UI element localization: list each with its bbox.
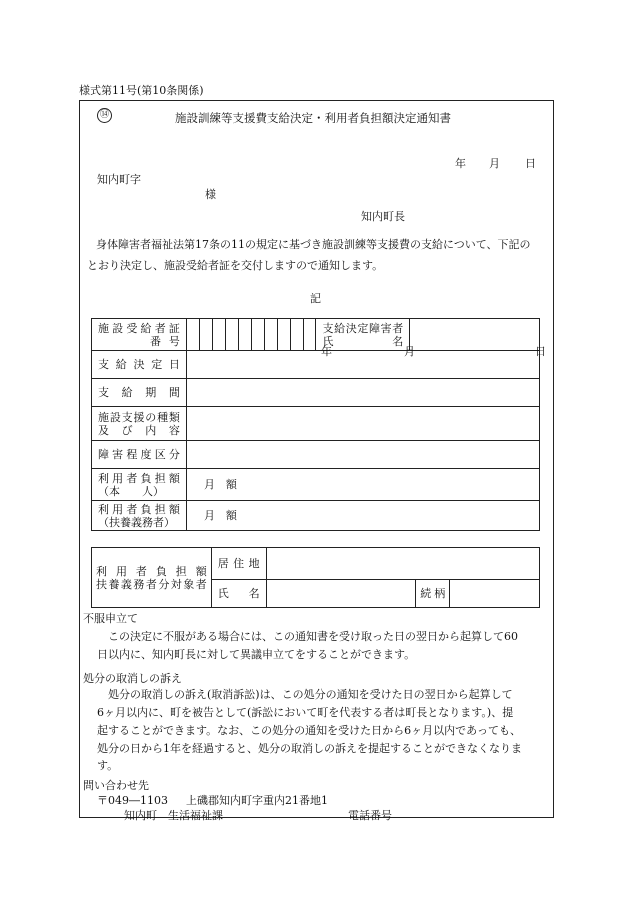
period-field[interactable] xyxy=(186,379,539,407)
date-day: 日 xyxy=(525,157,536,170)
burden-self-label: 利用者負担額 （本 人） xyxy=(92,469,187,501)
monthly-amount-label: 月 額 xyxy=(203,478,237,491)
recipient-number-digit[interactable] xyxy=(277,319,290,351)
contact-address: 上磯郡知内町字重内21番地1 xyxy=(186,794,328,807)
monthly-amount-label: 月 額 xyxy=(203,509,237,522)
support-type-field[interactable] xyxy=(186,407,539,441)
name-label: 氏名 xyxy=(211,580,266,608)
table-row xyxy=(92,319,540,351)
notice-title: 施設訓練等支援費支給決定・利用者負担額決定通知書 xyxy=(175,111,451,125)
appeal-line-1: この決定に不服がある場合には、この通知書を受け取った日の翌日から起算して60 xyxy=(108,630,518,643)
disability-class-label: 障害程度区分 xyxy=(92,441,187,469)
support-type-label: 施設支援の種類 及び内容 xyxy=(92,407,187,441)
recipient-number-digit[interactable] xyxy=(186,319,199,351)
appeal-line-2: 日以内に、知内町長に対して異議申立てをすることができます。 xyxy=(97,648,416,661)
lawsuit-line-2: 6ヶ月以内に、町を被告として(訴訟において町を代表する者は町長となります。)、提 xyxy=(97,706,514,719)
recipient-number-digit[interactable] xyxy=(264,319,277,351)
burden-self-field[interactable] xyxy=(186,469,539,501)
table-row xyxy=(92,351,540,379)
lawsuit-line-4: 処分の日から1年を経過すると、処分の取消しの訴えを提起することができなくなりま xyxy=(97,742,522,755)
ki-heading: 記 xyxy=(310,292,321,305)
contact-office: 知内町 生活福祉課 xyxy=(124,809,223,822)
recipient-number-label: 施設受給者証 番号 xyxy=(92,319,187,351)
address-prefix: 知内町字 xyxy=(97,173,141,186)
disability-class-field[interactable] xyxy=(186,441,539,469)
lawsuit-line-3: 起することができます。なお、この処分の通知を受けた日から6ヶ月以内であっても、 xyxy=(97,724,522,737)
burden-guardian-field[interactable] xyxy=(186,501,539,531)
recipient-number-digit[interactable] xyxy=(251,319,264,351)
body-line-2: とおり決定し、施設受給者証を交付しますので通知します。 xyxy=(87,259,384,272)
recipient-number-digit[interactable] xyxy=(199,319,212,351)
disabled-person-name-label: 支給決定障害者 氏名 xyxy=(316,319,410,351)
relation-label: 続柄 xyxy=(416,580,450,608)
recipient-number-digit[interactable] xyxy=(303,319,316,351)
stamp-mark-icon: ⑭ xyxy=(97,108,112,123)
guardian-target-label: 利用者負担額 扶養義務者分対象者 xyxy=(92,548,212,608)
recipient-number-digit[interactable] xyxy=(225,319,238,351)
decision-table xyxy=(91,318,546,531)
table-row xyxy=(92,379,540,407)
recipient-number-digit[interactable] xyxy=(290,319,303,351)
guardian-table xyxy=(91,547,540,608)
decision-date-field[interactable]: 年 月 日 xyxy=(186,351,539,379)
lawsuit-heading: 処分の取消しの訴え xyxy=(83,672,182,685)
relation-field[interactable] xyxy=(450,580,540,608)
residence-label: 居住地 xyxy=(211,548,266,580)
recipient-number-digit[interactable] xyxy=(238,319,251,351)
table-row xyxy=(92,407,540,441)
disabled-person-name-field[interactable] xyxy=(410,319,540,351)
date-year: 年 xyxy=(455,157,466,170)
decision-date-label: 支給決定日 xyxy=(92,351,187,379)
issuer: 知内町長 xyxy=(361,210,405,223)
residence-field[interactable] xyxy=(266,548,539,580)
recipient-number-digit[interactable] xyxy=(212,319,225,351)
lawsuit-line-1: 処分の取消しの訴え(取消訴訟)は、この処分の通知を受けた日の翌日から起算して xyxy=(108,688,513,701)
table-row xyxy=(92,441,540,469)
appeal-heading: 不服申立て xyxy=(83,612,138,625)
period-label: 支給期間 xyxy=(92,379,187,407)
body-line-1: 身体障害者福祉法第17条の11の規定に基づき施設訓練等支援費の支給について、下記の xyxy=(96,238,531,251)
table-row xyxy=(92,501,540,531)
contact-postal: 〒049―1103 xyxy=(97,794,168,807)
burden-guardian-label: 利用者負担額 （扶養義務者） xyxy=(92,501,187,531)
lawsuit-line-5: す。 xyxy=(97,759,119,772)
form-number: 様式第11号(第10条関係) xyxy=(79,84,204,97)
name-field[interactable] xyxy=(266,580,416,608)
honorific: 様 xyxy=(205,188,216,201)
table-row xyxy=(92,548,540,580)
table-row xyxy=(92,469,540,501)
contact-heading: 問い合わせ先 xyxy=(83,779,149,792)
contact-phone-label: 電話番号 xyxy=(348,809,392,822)
date-month: 月 xyxy=(489,157,500,170)
